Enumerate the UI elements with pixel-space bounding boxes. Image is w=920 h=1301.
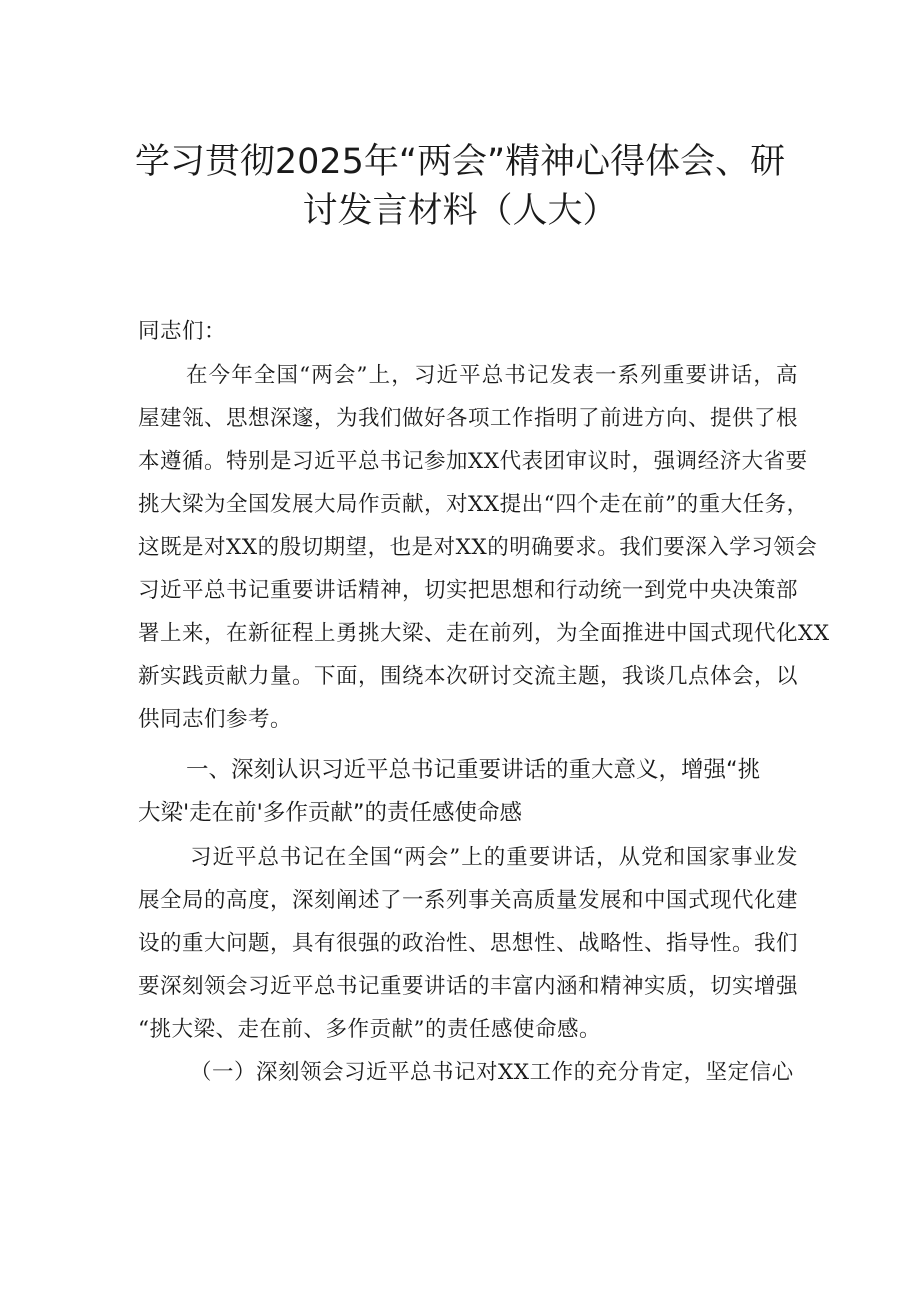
intro-line-3: 本遵循。特别是习近平总书记参加XX代表团审议时，强调经济大省要	[138, 449, 808, 474]
section-1-line-3: 设的重大问题，具有很强的政治性、思想性、战略性、指导性。我们	[138, 931, 799, 956]
document-title-line-2: 讨发言材料（人大）	[302, 191, 618, 231]
intro-line-9: 供同志们参考。	[138, 707, 293, 732]
section-1-heading-line-2: 大梁'走在前'多作贡献”的责任感使命感	[138, 800, 523, 826]
section-1-line-1: 习近平总书记在全国“两会”上的重要讲话，从党和国家事业发	[190, 845, 798, 870]
intro-line-4: 挑大梁为全国发展大局作贡献，对XX提出“四个走在前”的重大任务，	[138, 492, 809, 517]
intro-line-6: 习近平总书记重要讲话精神，切实把思想和行动统一到党中央决策部	[138, 578, 799, 603]
section-1-line-2: 展全局的高度，深刻阐述了一系列事关高质量发展和中国式现代化建	[138, 888, 799, 913]
section-1-line-5: “挑大梁、走在前、多作贡献”的责任感使命感。	[138, 1017, 601, 1042]
intro-line-8: 新实践贡献力量。下面，围绕本次研讨交流主题，我谈几点体会，以	[138, 664, 799, 689]
intro-line-7: 署上来，在新征程上勇挑大梁、走在前列，为全面推进中国式现代化XX	[138, 621, 830, 646]
salutation: 同志们：	[138, 319, 227, 344]
section-1-line-4: 要深刻领会习近平总书记重要讲话的丰富内涵和精神实质，切实增强	[138, 974, 799, 999]
intro-line-2: 屋建瓴、思想深邃，为我们做好各项工作指明了前进方向、提供了根	[138, 406, 799, 431]
subsection-1-heading: （一）深刻领会习近平总书记对XX工作的充分肯定，坚定信心	[190, 1060, 794, 1085]
section-1-heading-line-1: 一、深刻认识习近平总书记重要讲话的重大意义，增强“挑	[186, 757, 761, 783]
intro-line-5: 这既是对XX的殷切期望，也是对XX的明确要求。我们要深入学习领会	[138, 535, 818, 560]
intro-line-1: 在今年全国“两会”上，习近平总书记发表一系列重要讲话，高	[186, 363, 798, 388]
document-title-line-1: 学习贯彻2025年“两会”精神心得体会、研	[134, 142, 786, 182]
